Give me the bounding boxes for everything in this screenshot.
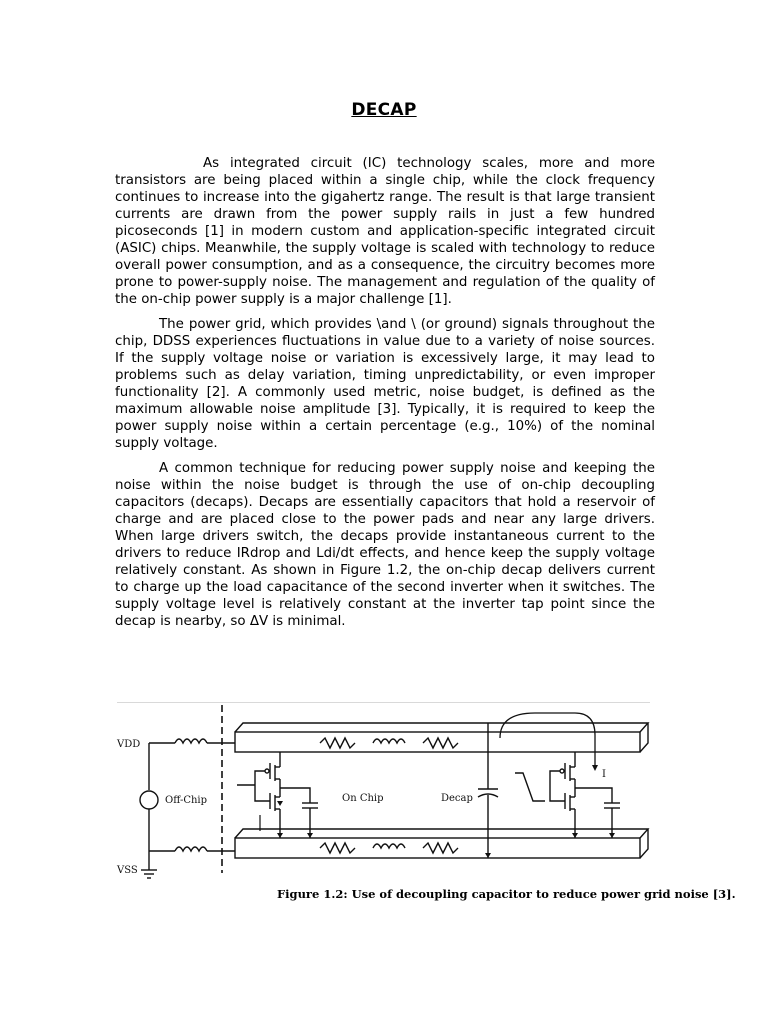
on-chip-label: On Chip xyxy=(342,793,384,804)
decap-label: Decap xyxy=(441,793,473,804)
inverter-2 xyxy=(550,752,620,838)
paragraph-1: As integrated circuit (IC) technology scales, more and more transistors are being placed within a single chip, while the clock frequency continues to increase into the gigahertz range. The result is that large transient currents are drawn from the power supply rails in just a few hundred picoseconds [1] in modern custom and application-specific integrated circuit (ASIC) chips. Meanwhile, the supply voltage is scaled with technology to reduce overall power consumption, and as a consequence, the circuitry becomes more prone to power-supply noise. The management and regulation of the quality of the on-chip power supply is a major challenge [1]. xyxy=(115,156,655,307)
top-rail-impedance xyxy=(320,738,458,748)
input-step-symbol xyxy=(515,773,545,801)
document-title: DECAP xyxy=(351,100,417,120)
vdd-label: VDD xyxy=(117,739,141,750)
ground-symbol xyxy=(141,870,157,878)
figure-top-rule xyxy=(117,702,650,703)
document-body xyxy=(115,155,655,638)
off-chip-label: Off-Chip xyxy=(165,795,208,806)
decap-circuit-figure xyxy=(105,705,736,905)
current-loop-path xyxy=(500,713,595,767)
circuit-diagram xyxy=(105,705,736,905)
paragraph-3: A common technique for reducing power supply noise and keeping the noise within the noise budget is through the use of on-chip decoupling capacitors (decaps). Decaps are essentially capacitors that hold a reservoir of charge and are placed close to the power pads and near any large drivers. When large drivers switch, the decaps provide instantaneous current to the drivers to reduce IRdrop and Ldi/dt effects, and hence keep the supply voltage relatively constant. As shown in Figure 1.2, the on-chip decap delivers current to charge up the load capacitance of the second inverter when it switches. The supply voltage level is relatively constant at the inverter tap point since the decap is nearby, so ΔV is minimal. xyxy=(115,461,655,629)
vdd-rail xyxy=(235,723,648,752)
inverter-1 xyxy=(237,752,318,838)
current-label: I xyxy=(602,769,606,780)
vss-rail xyxy=(235,829,648,858)
bottom-rail-impedance xyxy=(320,843,458,853)
figure-caption: Figure 1.2: Use of decoupling capacitor to reduce power grid noise [3]. xyxy=(277,887,736,901)
vss-label: VSS xyxy=(117,865,138,876)
paragraph-2: The power grid, which provides \and \ (or ground) signals throughout the chip, DDSS experiences fluctuations in value due to a variety of noise sources. If the supply voltage noise or variation is excessively large, it may lead to problems such as delay variation, timing unpredictability, or even improper functionality [2]. A commonly used metric, noise budget, is defined as the maximum allowable noise amplitude [3]. Typically, it is required to keep the power supply noise within a certain percentage (e.g., 10%) of the nominal supply voltage. xyxy=(115,317,655,451)
voltage-source-symbol xyxy=(140,791,158,809)
